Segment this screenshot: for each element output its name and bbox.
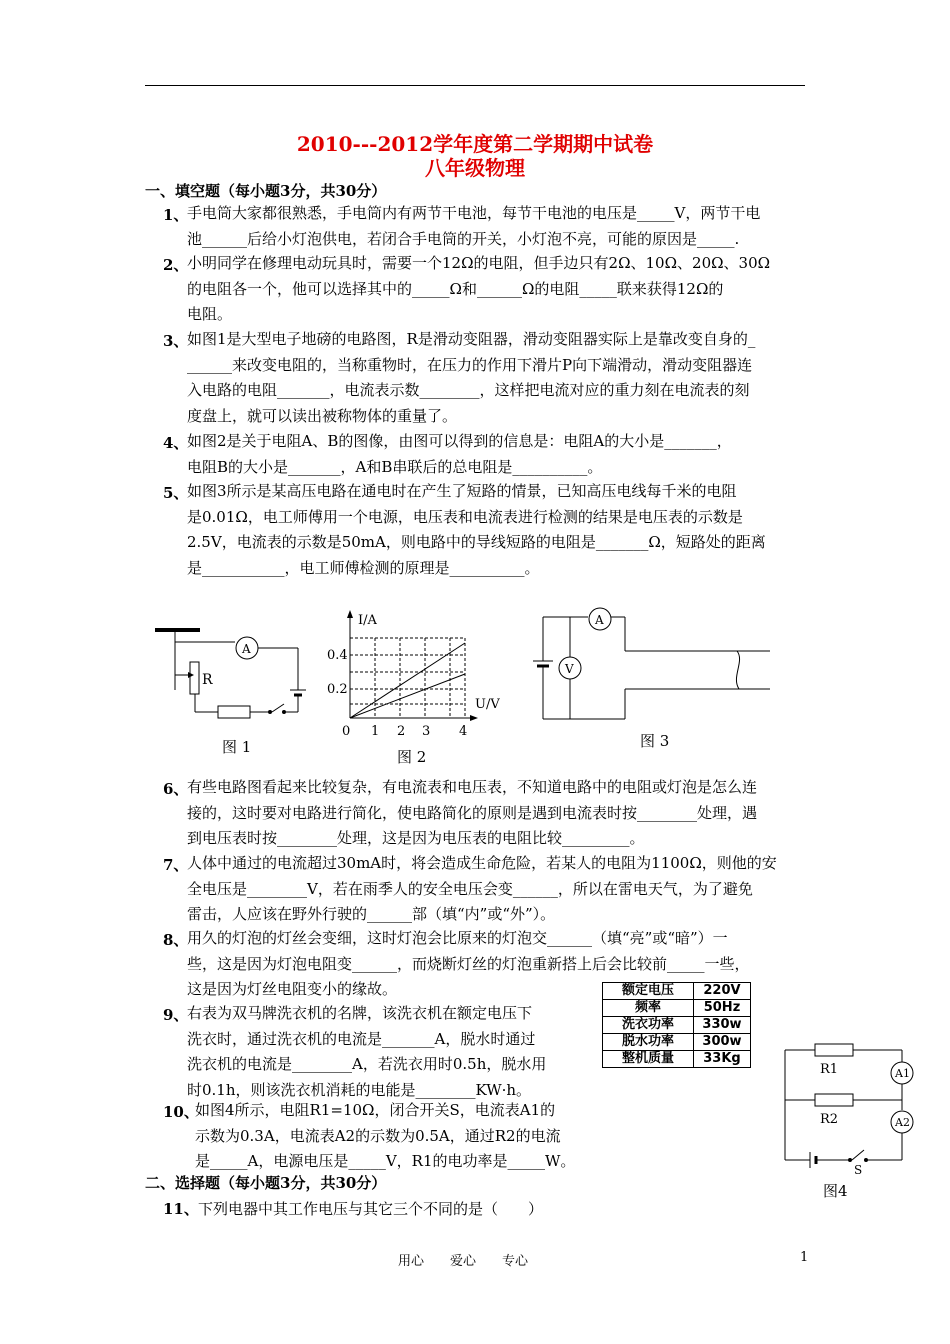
question-line: 是0.01Ω，电工师傅用一个电源，电压表和电流表进行检测的结果是电压表的示数是	[187, 507, 743, 526]
question-line: 如图1是大型电子地磅的电路图，R是滑动变阻器，滑动变阻器实际上是靠改变自身的_	[187, 330, 756, 348]
question-line: 如图3所示是某高压电路在通电时在产生了短路的情景，已知高压电线每千米的电阻	[187, 482, 737, 500]
page-number: 1	[800, 1250, 809, 1265]
question-line: 用久的灯泡的灯丝会变细，这时灯泡会比原来的灯泡交______（填“亮”或“暗”）一	[187, 929, 728, 947]
question-line: 电阻B的大小是_______，A和B串联后的总电阻是__________。	[187, 457, 603, 476]
question-line: 洗衣机的电流是________A，若洗衣用时0.5h，脱水用	[187, 1055, 547, 1073]
question-number: 7、	[163, 856, 189, 874]
question-line: 小明同学在修理电动玩具时，需要一个12Ω的电阻，但手边只有2Ω、10Ω、20Ω、30Ω	[187, 254, 771, 272]
question-line: 全电压是________V，若在雨季人的安全电压会变______，所以在雷电天气，为了避免	[187, 879, 753, 898]
question-line: 有些电路图看起来比较复杂，有电流表和电压表，不知道电路中的电阻或灯泡是怎么连	[187, 778, 758, 796]
question-number: 6、	[163, 780, 189, 798]
question-number: 4、	[163, 434, 189, 452]
question-number: 5、	[163, 484, 189, 502]
page-subtitle: 八年级物理	[425, 156, 525, 180]
question-line: 手电筒大家都很熟悉，手电筒内有两节干电池，每节干电池的电压是_____V，两节干电	[187, 204, 761, 222]
figure-2-caption: 图 2	[397, 748, 427, 766]
spec-table	[602, 982, 751, 1068]
figure-4-caption: 图4	[823, 1182, 848, 1200]
question-line: 入电路的电阻_______，电流表示数________，这样把电流对应的重力刻在电流表的刻	[187, 381, 750, 399]
figure-1-caption: 图 1	[222, 738, 252, 756]
figure-3-caption: 图 3	[640, 732, 670, 750]
question-line: 示数为0.3A，电流表A2的示数为0.5A，通过R2的电流	[195, 1126, 561, 1145]
ammeter-a2-label: A2	[895, 1116, 910, 1129]
question-line: 是___________，电工师傅检测的原理是__________。	[187, 558, 540, 577]
graph-x-tick: 4	[459, 724, 468, 739]
page-title: 2010---2012学年度第二学期期中试卷	[296, 132, 654, 156]
question-number: 8、	[163, 931, 189, 949]
question-line: 电阻。	[187, 305, 233, 323]
ammeter-label: A	[595, 613, 604, 627]
question-line: 这是因为灯丝电阻变小的缘故。	[187, 980, 398, 998]
section1-heading: 一、填空题（每小题3分，共30分）	[145, 182, 387, 200]
question-line: 是_____A，电源电压是_____V，R1的电功率是_____W。	[195, 1152, 576, 1170]
resistor-label: R	[202, 672, 213, 688]
question-line: 雷击，人应该在野外行驶的______部（填“内”或“外”）。	[187, 905, 556, 923]
figure-3-circuit	[525, 605, 775, 725]
resistor-r2-label: R2	[820, 1112, 839, 1127]
graph-x-tick: 3	[422, 724, 431, 739]
graph-y-tick: 0.2	[327, 682, 348, 697]
figure-1-circuit	[150, 620, 310, 720]
graph-x-tick: 2	[397, 724, 406, 739]
question-line: 的电阻各一个，他可以选择其中的_____Ω和______Ω的电阻_____联来获得12Ω的	[187, 279, 724, 298]
question-number: 3、	[163, 332, 189, 350]
question-line: 右表为双马牌洗衣机的名牌，该洗衣机在额定电压下	[187, 1004, 533, 1022]
question-number: 9、	[163, 1006, 189, 1024]
table-row: 频率 50Hz	[603, 1000, 751, 1017]
question-line: 些，这是因为灯泡电阻变______，而烧断灯丝的灯泡重新搭上后会比较前_____一些，	[187, 954, 750, 973]
question-line: ______来改变电阻的，当称重物时，在压力的作用下滑片P向下端滑动，滑动变阻器连	[187, 355, 753, 374]
question-line: 度盘上，就可以读出被称物体的重量了。	[187, 406, 458, 425]
switch-label: S	[854, 1163, 863, 1175]
voltmeter-label: V	[565, 662, 574, 676]
question-number: 1、	[163, 206, 189, 224]
graph-x-tick: 0	[342, 724, 351, 739]
question-line: 如图2是关于电阻A、B的图像，由图可以得到的信息是：电阻A的大小是_______，	[187, 432, 732, 450]
table-row: 脱水功率 300w	[603, 1034, 751, 1051]
graph-x-tick: 1	[371, 724, 380, 739]
graph-y-tick: 0.4	[327, 648, 348, 663]
graph-y-label: I/A	[358, 613, 377, 628]
top-rule	[145, 85, 805, 86]
question-line: 接的，这时要对电路进行简化，使电路简化的原则是遇到电流表时按________处理，遇	[187, 803, 758, 822]
question-number: 10、	[163, 1103, 199, 1121]
table-row: 额定电压 220V	[603, 983, 751, 1000]
question-line: 洗衣时，通过洗衣机的电流是_______A，脱水时通过	[187, 1029, 536, 1048]
table-row: 整机质量 33Kg	[603, 1051, 751, 1068]
question-line: 如图4所示，电阻R1=10Ω，闭合开关S，电流表A1的	[195, 1101, 556, 1119]
footer-motto: 用心 爱心 专心	[398, 1254, 529, 1269]
question-line: 2.5V，电流表的示数是50mA，则电路中的导线短路的电阻是_______Ω，短路处的距离	[187, 533, 766, 551]
figure-4-circuit	[780, 1040, 930, 1175]
graph-x-label: U/V	[475, 697, 500, 712]
ammeter-a1-label: A1	[895, 1067, 910, 1080]
question-11-number: 11、	[163, 1200, 199, 1218]
figure-2-graph	[325, 608, 510, 743]
question-line: 到电压表时按________处理，这是因为电压表的电阻比较_________。	[187, 829, 645, 847]
question-line: 人体中通过的电流超过30mA时，将会造成生命危险，若某人的电阻为1100Ω，则他的安	[187, 854, 777, 872]
resistor-r1-label: R1	[820, 1062, 839, 1077]
section2-heading: 二、选择题（每小题3分，共30分）	[145, 1174, 387, 1192]
ammeter-label: A	[242, 642, 251, 656]
table-row: 洗衣功率 330w	[603, 1017, 751, 1034]
question-11-text: 下列电器中其工作电压与其它三个不同的是（ ）	[198, 1200, 544, 1218]
question-line: 池______后给小灯泡供电，若闭合手电筒的开关，小灯泡不亮，可能的原因是_____.	[187, 229, 740, 248]
question-line: 时0.1h，则该洗衣机消耗的电能是________KW·h。	[187, 1080, 532, 1099]
question-number: 2、	[163, 256, 189, 274]
